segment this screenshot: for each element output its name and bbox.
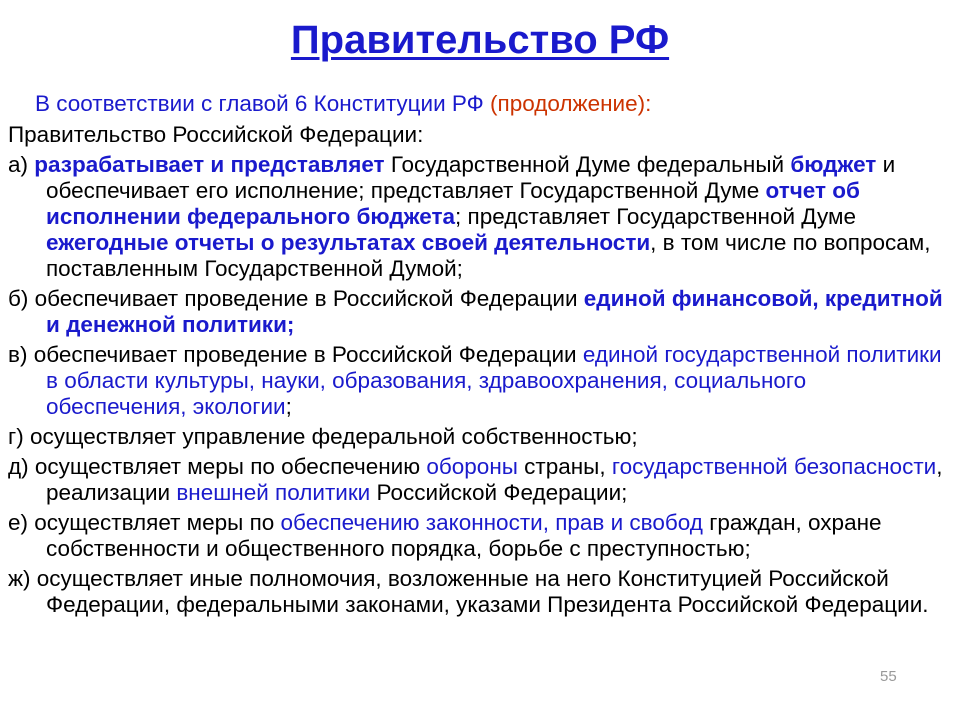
item-a-highlight-4: ежегодные отчеты о результатах своей деятельности: [46, 230, 651, 255]
list-item-g: [8, 424, 948, 450]
item-v-text-1: в) обеспечивает проведение в Российской Федерации: [8, 342, 583, 367]
item-a-highlight-3: отчет об исполнении федерального бюджета: [46, 178, 860, 229]
item-v-highlight-1: единой государственной политики в области культуры, науки, образования, здравоохранения, социального обеспечения, экологии: [46, 342, 942, 419]
item-a-text-3: и обеспечивает его исполнение; представляет Государственной Думе: [46, 152, 896, 203]
item-a-text-1: а): [8, 152, 35, 177]
item-e-text-2: граждан, охране собственности и общественного порядка, борьбе с преступностью;: [46, 510, 882, 561]
item-d-highlight-3: внешней политики: [176, 480, 371, 505]
item-a-text-4: ; представляет Государственной Думе: [455, 204, 857, 229]
item-e-highlight-1: обеспечению законности, прав и свобод: [280, 510, 703, 535]
list-item-e: [8, 510, 948, 562]
item-d-text-3: , реализации: [46, 454, 943, 505]
list-item-a: [8, 152, 948, 282]
item-d-text-1: д) осуществляет меры по обеспечению: [8, 454, 427, 479]
page-number: 55: [880, 668, 897, 685]
intro-continuation: (продолжение):: [490, 91, 652, 116]
intro-line: [35, 90, 651, 117]
item-b-text-1: б) обеспечивает проведение в Российской Федерации: [8, 286, 584, 311]
item-v-text-2: ;: [285, 394, 292, 419]
list-item-b: [8, 286, 948, 338]
slide-title: Правительство РФ: [290, 18, 670, 62]
lead-text: Правительство Российской Федерации:: [8, 122, 424, 147]
intro-text: В соответствии с главой 6 Конституции РФ: [35, 91, 491, 116]
item-zh-text-1: ж) осуществляет иные полномочия, возложенные на него Конституцией Российской Федерации, федеральными законами, указами Президента Российской Федерации.: [8, 566, 929, 617]
item-d-highlight-2: государственной безопасности: [611, 454, 937, 479]
item-a-text-5: , в том числе по вопросам, поставленным Государственной Думой;: [46, 230, 931, 281]
item-b-highlight-1: единой финансовой, кредитной и денежной политики;: [46, 286, 943, 337]
item-a-highlight-1: разрабатывает и представляет: [34, 152, 385, 177]
item-d-text-4: Российской Федерации;: [370, 480, 628, 505]
item-e-text-1: е) осуществляет меры по: [8, 510, 281, 535]
item-d-text-2: страны,: [517, 454, 612, 479]
list-item-zh: [8, 566, 948, 618]
slide-body: [8, 122, 948, 622]
list-item-v: [8, 342, 948, 420]
item-a-highlight-2: бюджет: [790, 152, 877, 177]
item-d-highlight-1: обороны: [426, 454, 518, 479]
list-item-d: [8, 454, 948, 506]
item-a-text-2: Государственной Думе федеральный: [384, 152, 791, 177]
item-g-text-1: г) осуществляет управление федеральной собственностью;: [8, 424, 638, 449]
